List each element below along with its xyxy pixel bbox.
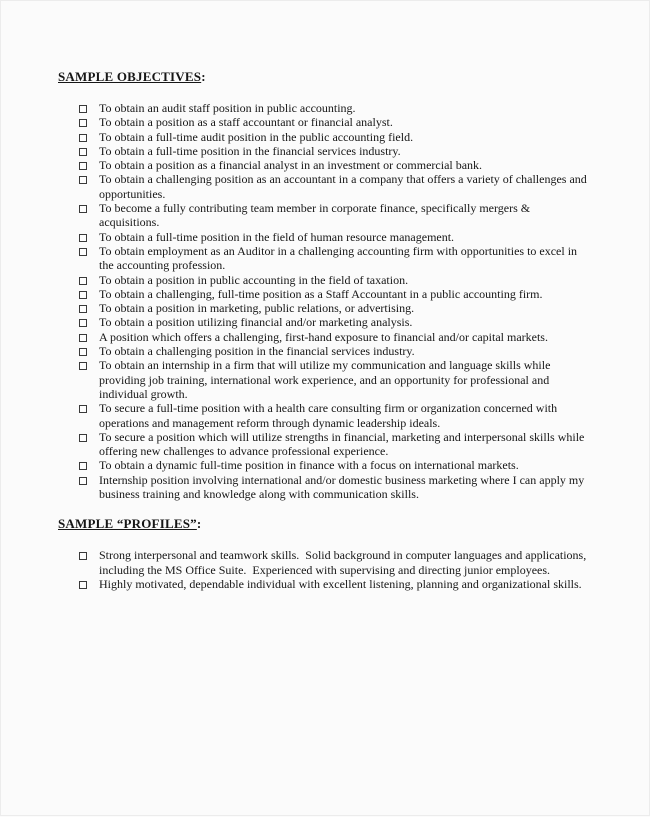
- list-item-text: To obtain a full-time position in the financial services industry.: [99, 143, 401, 158]
- checkbox-bullet-icon: [79, 348, 87, 356]
- list-item: [79, 230, 591, 244]
- checkbox-bullet-icon: [79, 176, 87, 184]
- checkbox-bullet-icon: [79, 362, 87, 370]
- list-item-text: To obtain a challenging position as an accountant in a company that offers a variety of challenges and opportunities.: [99, 172, 590, 201]
- checkbox-bullet-icon: [79, 434, 87, 442]
- section-list: [58, 101, 591, 501]
- list-item-text: To secure a position which will utilize strengths in financial, marketing and interpersonal skills while offering new challenges to advance professional experience.: [99, 429, 588, 459]
- checkbox-bullet-icon: [79, 248, 87, 256]
- checkbox-bullet-icon: [79, 334, 87, 342]
- checkbox-bullet-icon: [79, 277, 87, 285]
- document-page: [1, 1, 650, 817]
- list-item: [79, 358, 591, 401]
- checkbox-bullet-icon: [79, 305, 87, 313]
- document-section: [58, 516, 591, 591]
- section-list: [58, 548, 591, 591]
- checkbox-bullet-icon: [79, 291, 87, 299]
- checkbox-bullet-icon: [79, 105, 87, 113]
- list-item-text: To obtain a challenging position in the financial services industry.: [99, 344, 415, 359]
- section-heading-colon: :: [201, 69, 206, 84]
- list-item-text: To obtain a challenging, full-time position as a Staff Accountant in a public accounting firm.: [99, 286, 543, 301]
- checkbox-bullet-icon: [79, 119, 87, 127]
- list-item: [79, 172, 591, 201]
- list-item-text: To obtain a position as a staff accountant or financial analyst.: [99, 115, 393, 130]
- list-item: [79, 287, 591, 301]
- list-item: [79, 144, 591, 158]
- section-heading: [58, 516, 591, 532]
- checkbox-bullet-icon: [79, 205, 87, 213]
- list-item-text: To obtain a position in public accounting in the field of taxation.: [99, 272, 409, 287]
- checkbox-bullet-icon: [79, 319, 87, 327]
- checkbox-bullet-icon: [79, 234, 87, 242]
- checkbox-bullet-icon: [79, 162, 87, 170]
- list-item: [79, 330, 591, 344]
- list-item-text: To become a fully contributing team member in corporate finance, specifically mergers & acquisitions.: [99, 201, 534, 230]
- list-item-text: To obtain employment as an Auditor in a challenging accounting firm with opportunities to excel in the accounting profession.: [99, 243, 581, 273]
- list-item: [79, 577, 591, 591]
- checkbox-bullet-icon: [79, 148, 87, 156]
- list-item-text: To secure a full-time position with a health care consulting firm or organization concerned with operations and management reform through dynamic leadership ideals.: [99, 401, 561, 430]
- list-item: [79, 301, 591, 315]
- list-item: [79, 244, 591, 273]
- list-item: [79, 201, 591, 230]
- list-item-text: Strong interpersonal and teamwork skills. Solid background in computer languages and applications, including the MS Office Suite. Experienced with supervising and directing junior employees.: [99, 548, 590, 577]
- section-heading-text: SAMPLE OBJECTIVES: [58, 69, 202, 84]
- section-heading-text: SAMPLE “PROFILES”: [58, 516, 197, 532]
- list-item-text: To obtain a position utilizing financial and/or marketing analysis.: [99, 315, 413, 330]
- list-item-text: To obtain an internship in a firm that will utilize my communication and language skills while providing job training, international work experience, and an opportunity for professional and individual growth.: [99, 358, 554, 401]
- list-item: [79, 344, 591, 358]
- list-item-text: Internship position involving international and/or domestic business marketing where I can apply my business training and knowledge along with communication skills.: [99, 472, 588, 502]
- checkbox-bullet-icon: [79, 134, 87, 142]
- checkbox-bullet-icon: [79, 477, 87, 485]
- checkbox-bullet-icon: [79, 552, 87, 560]
- list-item-text: To obtain a position in marketing, public relations, or advertising.: [99, 301, 415, 316]
- list-item: [79, 115, 591, 129]
- list-item-text: To obtain a position as a financial analyst in an investment or commercial bank.: [99, 158, 483, 173]
- list-item-text: A position which offers a challenging, first-hand exposure to financial and/or capital markets.: [99, 329, 548, 344]
- checkbox-bullet-icon: [79, 462, 87, 470]
- list-item-text: To obtain a full-time audit position in the public accounting field.: [99, 129, 414, 144]
- section-heading: [58, 69, 591, 85]
- checkbox-bullet-icon: [79, 405, 87, 413]
- list-item: [79, 101, 591, 115]
- list-item-text: To obtain a dynamic full-time position in finance with a focus on international markets.: [99, 458, 519, 473]
- list-item: [79, 158, 591, 172]
- list-item: [79, 548, 591, 577]
- section-heading-colon: :: [196, 516, 202, 532]
- list-item: [79, 315, 591, 329]
- document-section: [58, 69, 591, 501]
- list-item-text: To obtain a full-time position in the field of human resource management.: [99, 229, 455, 244]
- list-item: [79, 130, 591, 144]
- list-item: [79, 273, 591, 287]
- list-item-text: To obtain an audit staff position in public accounting.: [99, 101, 356, 115]
- list-item-text: Highly motivated, dependable individual with excellent listening, planning and organizational skills.: [99, 576, 582, 591]
- sections-container: [58, 69, 591, 591]
- list-item: [79, 458, 591, 472]
- checkbox-bullet-icon: [79, 581, 87, 589]
- list-item: [79, 430, 591, 459]
- list-item: [79, 401, 591, 430]
- list-item: [79, 473, 591, 502]
